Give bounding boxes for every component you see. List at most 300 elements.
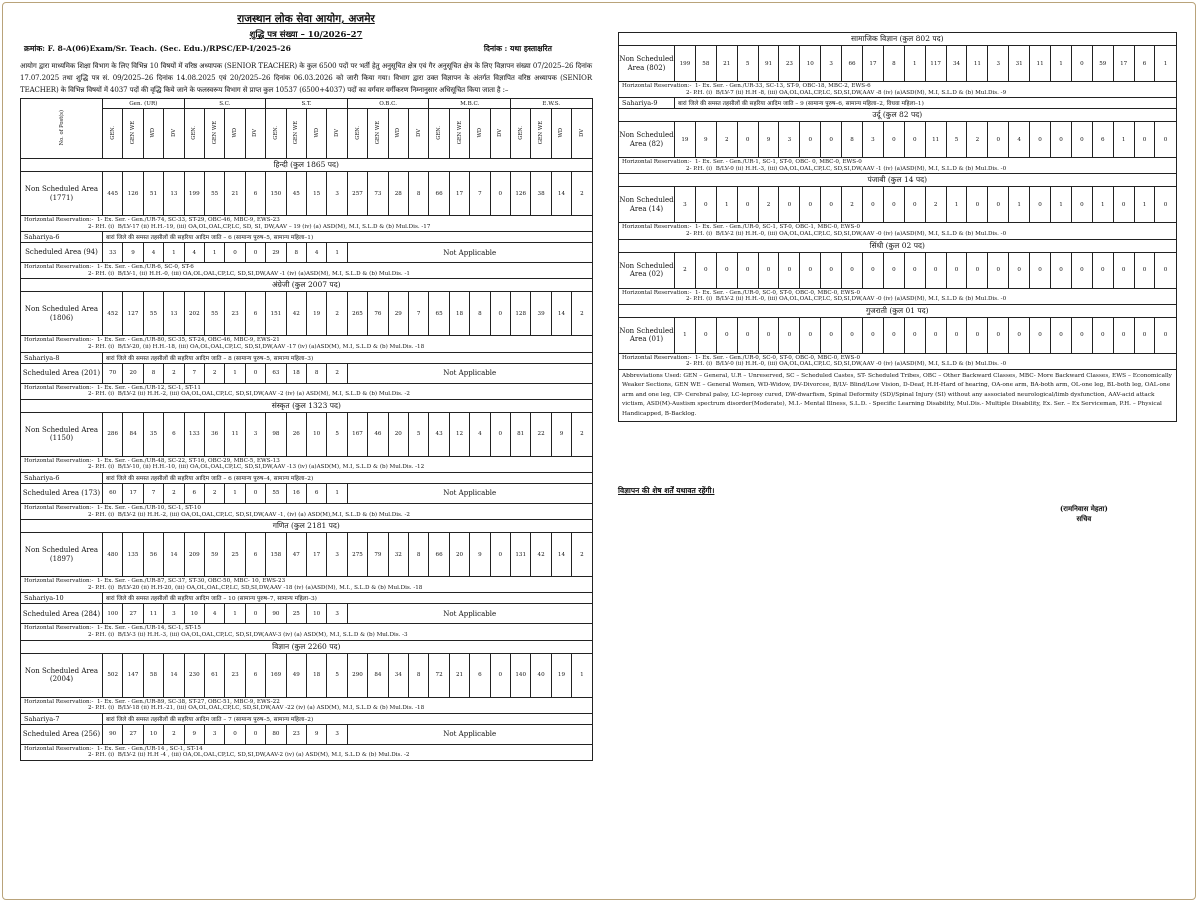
left-table-body bbox=[21, 159, 593, 761]
table-cell: 90 bbox=[103, 724, 123, 744]
table-cell: 0 bbox=[1051, 252, 1072, 288]
table-cell: 209 bbox=[184, 533, 204, 577]
table-cell: 26 bbox=[286, 412, 306, 456]
subject-title: विज्ञान (कुल 2260 पद) bbox=[21, 640, 593, 653]
table-cell: 40 bbox=[531, 653, 551, 697]
table-row bbox=[619, 317, 1177, 353]
horizontal-reservation: Horizontal Reservation:- 1- Ex. Ser. - Gen./UR-74, SC-33, ST-29, OBC-46, MBC-9, EWS-23 2- P.H. (i) B/LV-17 (ii) H.H.-19, (iii) OA,OL,OAL,CP,LC, SD, SI, DW,AAV – 19 (iv) (a) ASD(M), M.I, S.L.D & (b) Mul.Dis. -17 bbox=[21, 216, 593, 232]
table-cell: 0 bbox=[1155, 317, 1176, 353]
table-cell: 9 bbox=[123, 243, 143, 263]
area-label: Scheduled Area (256) bbox=[21, 724, 103, 744]
table-cell: 0 bbox=[245, 243, 265, 263]
sub-header-cell: GEN. bbox=[266, 109, 286, 159]
table-cell: 15 bbox=[306, 172, 326, 216]
table-cell: 42 bbox=[531, 533, 551, 577]
table-cell: 0 bbox=[863, 187, 884, 223]
table-cell: 13 bbox=[164, 172, 184, 216]
table-cell: 20 bbox=[388, 412, 408, 456]
table-cell: 2 bbox=[572, 412, 592, 456]
table-cell: 90 bbox=[266, 604, 286, 624]
table-cell: 18 bbox=[449, 292, 469, 336]
horizontal-reservation-row bbox=[21, 216, 593, 232]
table-cell: 0 bbox=[1009, 317, 1030, 353]
sahariya-label: Sahariya-6 bbox=[21, 472, 103, 483]
table-cell: 0 bbox=[821, 252, 842, 288]
table-cell: 36 bbox=[205, 412, 225, 456]
table-cell: 0 bbox=[490, 533, 510, 577]
table-cell: 2 bbox=[842, 187, 863, 223]
table-cell: 1 bbox=[205, 243, 225, 263]
table-cell: 25 bbox=[286, 604, 306, 624]
table-cell: 10 bbox=[306, 604, 326, 624]
table-cell: 17 bbox=[449, 172, 469, 216]
table-cell: 34 bbox=[946, 46, 967, 82]
table-cell: 19 bbox=[551, 653, 571, 697]
table-cell: 6 bbox=[1134, 46, 1155, 82]
section-title-row bbox=[21, 159, 593, 172]
area-label: Non Scheduled Area (1897) bbox=[21, 533, 103, 577]
sub-header-row bbox=[21, 109, 593, 159]
table-row bbox=[21, 483, 593, 503]
table-cell: 158 bbox=[266, 533, 286, 577]
table-cell: 72 bbox=[429, 653, 449, 697]
table-cell: 0 bbox=[1113, 187, 1134, 223]
table-cell: 66 bbox=[429, 533, 449, 577]
sahariya-label: Sahariya-7 bbox=[21, 713, 103, 724]
table-cell: 14 bbox=[164, 533, 184, 577]
section-title-row bbox=[619, 304, 1177, 317]
left-panel bbox=[20, 8, 592, 761]
table-cell: 39 bbox=[531, 292, 551, 336]
table-cell: 1 bbox=[164, 243, 184, 263]
table-cell: 55 bbox=[266, 483, 286, 503]
subject-title: अंग्रेजी (कुल 2007 पद) bbox=[21, 279, 593, 292]
table-cell: 18 bbox=[286, 363, 306, 383]
table-cell: 2 bbox=[164, 724, 184, 744]
table-cell: 4 bbox=[205, 604, 225, 624]
table-cell: 0 bbox=[245, 604, 265, 624]
table-cell: 0 bbox=[490, 653, 510, 697]
table-cell: 0 bbox=[1071, 122, 1092, 158]
table-cell: 11 bbox=[143, 604, 163, 624]
table-cell: 17 bbox=[123, 483, 143, 503]
table-cell: 0 bbox=[988, 317, 1009, 353]
table-cell: 0 bbox=[737, 252, 758, 288]
sahariya-text: बारां जिले की समस्त तहसीलों की सहरिया आदिम जाति – 9 (सामान्य पुरुष–6, सामान्य महिला–2, विधवा महिला–1) bbox=[675, 98, 1177, 109]
table-cell: 0 bbox=[779, 187, 800, 223]
horizontal-reservation: Horizontal Reservation:- 1- Ex. Ser. - Gen./UR-80, SC-35, ST-24, OBC-46, MBC-9, EWS-21 2- P.H. (i) B/LV-20, (ii) H.H.-18, (iii) OA,OL,OAL,CP,LC, SD,SI,DW,AAV -17 (iv) (a)ASD(M), M.I, S.L.D & (b) Mul.Dis. -18 bbox=[21, 336, 593, 352]
table-cell: 0 bbox=[716, 252, 737, 288]
sahariya-row bbox=[21, 713, 593, 724]
table-cell: 8 bbox=[408, 533, 428, 577]
table-cell: 55 bbox=[143, 292, 163, 336]
horizontal-reservation: Horizontal Reservation:- 1- Ex. Ser. - Gen./UR-1, SC-1, ST-0, OBC- 0, MBC-0, EWS-0 2- P.H. (i) B/LV-0 (ii) H.H.-3, (iii) OA,OL,OAL,CP,LC, SD,SI,DW,AAV -1 (iv) (a)ASD(M), M.I, S.L.D & (b) Mul.Dis. -0 bbox=[619, 158, 1177, 174]
table-cell: 73 bbox=[368, 172, 388, 216]
sahariya-row bbox=[619, 98, 1177, 109]
table-cell: 0 bbox=[821, 122, 842, 158]
table-cell: 34 bbox=[388, 653, 408, 697]
table-cell: 2 bbox=[675, 252, 696, 288]
section-title-row bbox=[619, 109, 1177, 122]
table-cell: 0 bbox=[1113, 252, 1134, 288]
horizontal-reservation: Horizontal Reservation:- 1- Ex. Ser. - Gen./UR-12, SC-1, ST-11 2- P.H. (i) B/LV-2 (ii) H.H.-2, (iii) OA,OL,OAL,CP,LC, SD,SI,DW,AAV -2 (iv) (a) ASD(M), M.I, S.L.D & (b) Mul.Dis. -2 bbox=[21, 383, 593, 399]
table-cell: 6 bbox=[245, 653, 265, 697]
table-cell: 7 bbox=[408, 292, 428, 336]
table-cell: 47 bbox=[286, 533, 306, 577]
sahariya-text: बारां जिले की समस्त तहसीलों की सहरिया आदिम जाति – 6 (सामान्य पुरुष–4, सामान्य महिला–2) bbox=[103, 472, 593, 483]
table-row bbox=[21, 292, 593, 336]
table-cell: 12 bbox=[449, 412, 469, 456]
table-cell: 10 bbox=[143, 724, 163, 744]
table-cell: 23 bbox=[779, 46, 800, 82]
table-cell: 0 bbox=[490, 172, 510, 216]
subject-title: सिंधी (कुल 02 पद) bbox=[619, 239, 1177, 252]
sub-header-cell: GEN. bbox=[184, 109, 204, 159]
area-label: Scheduled Area (284) bbox=[21, 604, 103, 624]
table-cell: 5 bbox=[327, 653, 347, 697]
table-cell: 1 bbox=[904, 46, 925, 82]
table-cell: 0 bbox=[967, 252, 988, 288]
sub-header-cell: WD bbox=[143, 109, 163, 159]
table-cell: 0 bbox=[758, 317, 779, 353]
table-cell: 1 bbox=[946, 187, 967, 223]
section-title-row bbox=[619, 33, 1177, 46]
table-cell: 2 bbox=[164, 363, 184, 383]
horizontal-reservation-row bbox=[619, 288, 1177, 304]
table-cell: 0 bbox=[1092, 252, 1113, 288]
org-title: राजस्थान लोक सेवा आयोग, अजमेर bbox=[237, 13, 375, 25]
table-cell: 31 bbox=[1009, 46, 1030, 82]
section-title-row bbox=[21, 640, 593, 653]
table-cell: 35 bbox=[143, 412, 163, 456]
table-cell: 8 bbox=[883, 46, 904, 82]
table-cell: 61 bbox=[205, 653, 225, 697]
not-applicable: Not Applicable bbox=[347, 363, 592, 383]
table-cell: 0 bbox=[245, 363, 265, 383]
table-cell: 8 bbox=[143, 363, 163, 383]
section-title-row bbox=[21, 520, 593, 533]
table-cell: 19 bbox=[675, 122, 696, 158]
table-cell: 1 bbox=[225, 363, 245, 383]
left-vacancy-table bbox=[20, 98, 593, 761]
horizontal-reservation-row bbox=[21, 577, 593, 593]
table-cell: 0 bbox=[1030, 252, 1051, 288]
sub-header-cell: WD bbox=[388, 109, 408, 159]
table-cell: 9 bbox=[470, 533, 490, 577]
table-cell: 502 bbox=[103, 653, 123, 697]
sahariya-row bbox=[21, 232, 593, 243]
table-cell: 23 bbox=[225, 653, 245, 697]
table-cell: 29 bbox=[266, 243, 286, 263]
notice-number: शुद्धि पत्र संख्या – 10/2026–27 bbox=[249, 30, 363, 40]
table-cell: 1 bbox=[1113, 122, 1134, 158]
table-cell: 0 bbox=[737, 187, 758, 223]
table-cell: 9 bbox=[184, 724, 204, 744]
table-cell: 3 bbox=[327, 172, 347, 216]
table-cell: 9 bbox=[695, 122, 716, 158]
area-label: Non Scheduled Area (02) bbox=[619, 252, 675, 288]
sub-header-cell: WD bbox=[470, 109, 490, 159]
horizontal-reservation: Horizontal Reservation:- 1- Ex. Ser. - Gen./UR-14, SC-1, ST-15 2- P.H. (i) B/LV-3 (ii) H.H.-3, (iii) OA,OL,OAL,CP,LC, SD,SI,DW,AAV-3 (iv) (a) ASD(M), M.I, S.L.D & (b) Mul.Dis. -3 bbox=[21, 624, 593, 640]
table-cell: 9 bbox=[758, 122, 779, 158]
sub-header-cell: GEN. bbox=[103, 109, 123, 159]
sahariya-text: बारां जिले की समस्त तहसीलों की सहरिया आदिम जाति – 6 (सामान्य पुरुष–5, सामान्य महिला–1) bbox=[103, 232, 593, 243]
table-row bbox=[21, 172, 593, 216]
table-cell: 2 bbox=[572, 292, 592, 336]
table-row bbox=[21, 243, 593, 263]
table-cell: 1 bbox=[1051, 187, 1072, 223]
subject-title: गुजराती (कुल 01 पद) bbox=[619, 304, 1177, 317]
abbreviations-note: Abbreviations Used: GEN – General, U.R – Unreserved, SC – Scheduled Castes, ST- Scheduled Tribes, OBC – Other Backward Classes, MBC- More Backward Classes, EWS – Economically Weaker Sections, GEN WE – General Women, WD-Widow, DV-Divorcee, B/LV- Blind/Low Vision, D-Deaf, H.H-Hard of hearing, OA-one arm, BA-both arm, OL-one leg, BL-both leg, OAL-one arm and one leg, CP- Cerebral palsy, LC-leprosy cured, DW-dwarfism, Spinal Deformity (SD)/Spinal Injury (SI) without any associated neurological/limb dysfunction, AAV-acid attack victism, ASD(M)-Austism spectrum disorder(Moderate), M.I.- Mental Illness, S.L.D. - Specific Learning Disability, Mul.Dis.- Multiple Disability, Ex. Ser. – Ex Serviceman, P.H. – Physical Handicapped, B-Backlog. bbox=[619, 369, 1177, 422]
not-applicable: Not Applicable bbox=[347, 243, 592, 263]
table-cell: 140 bbox=[511, 653, 531, 697]
table-cell: 2 bbox=[205, 363, 225, 383]
sub-header-cell: WD bbox=[225, 109, 245, 159]
table-cell: 0 bbox=[883, 187, 904, 223]
table-cell: 3 bbox=[821, 46, 842, 82]
table-cell: 27 bbox=[123, 724, 143, 744]
table-cell: 58 bbox=[143, 653, 163, 697]
area-label: Non Scheduled Area (1150) bbox=[21, 412, 103, 456]
horizontal-reservation: Horizontal Reservation:- 1- Ex. Ser. - Gen./UR-6, SC-0, ST-6 2- P.H. (i) B/LV-1, (ii) H.H.-0, (iii) OA,OL,OAL,CP,LC, SD,SI,DW,AAV -1 (iv) (a)ASD(M), M.I, S.L.D & (b) Mul.Dis. -1 bbox=[21, 263, 593, 279]
table-cell: 0 bbox=[1134, 317, 1155, 353]
table-cell: 8 bbox=[286, 243, 306, 263]
table-cell: 84 bbox=[123, 412, 143, 456]
table-cell: 70 bbox=[103, 363, 123, 383]
table-cell: 0 bbox=[1030, 122, 1051, 158]
table-cell: 1 bbox=[1009, 187, 1030, 223]
sahariya-text: बारां जिले की समस्त तहसीलों की सहरिया आदिम जाति – 8 (सामान्य पुरुष–5, सामान्य महिला–3) bbox=[103, 352, 593, 363]
table-cell: 0 bbox=[925, 252, 946, 288]
table-cell: 133 bbox=[184, 412, 204, 456]
table-row bbox=[21, 363, 593, 383]
table-cell: 59 bbox=[1092, 46, 1113, 82]
table-cell: 0 bbox=[737, 122, 758, 158]
subject-title: गणित (कुल 2181 पद) bbox=[21, 520, 593, 533]
table-cell: 0 bbox=[1071, 317, 1092, 353]
table-cell: 21 bbox=[449, 653, 469, 697]
table-cell: 55 bbox=[205, 172, 225, 216]
table-cell: 65 bbox=[429, 292, 449, 336]
horizontal-reservation: Horizontal Reservation:- 1- Ex. Ser. - Gen./UR-33, SC-13, ST-9, OBC-18, MBC-2, EWS-6 2- P.H. (i) B/LV-7 (ii) H.H -8, (iii) OA,OL,OAL,CP,LC, SD,SI,DW,AAV -8 (iv) (a)ASD(M), M.I, S.L.D & (b) Mul.Dis. -9 bbox=[619, 82, 1177, 98]
area-label: Scheduled Area (173) bbox=[21, 483, 103, 503]
table-cell: 45 bbox=[286, 172, 306, 216]
sub-header-cell: DV bbox=[164, 109, 184, 159]
table-cell: 3 bbox=[164, 604, 184, 624]
remaining-conditions-note: विज्ञापन की शेष शर्तें यथावत रहेंगी। bbox=[618, 486, 715, 495]
table-cell: 6 bbox=[245, 533, 265, 577]
sub-header-cell: GEN WE bbox=[205, 109, 225, 159]
table-cell: 21 bbox=[716, 46, 737, 82]
table-cell: 6 bbox=[184, 483, 204, 503]
sub-header-cell: DV bbox=[408, 109, 428, 159]
table-cell: 0 bbox=[821, 187, 842, 223]
table-cell: 0 bbox=[1030, 187, 1051, 223]
horizontal-reservation-row bbox=[21, 624, 593, 640]
sahariya-text: बारां जिले की समस्त तहसीलों की सहरिया आदिम जाति – 7 (सामान्य पुरुष–5, सामान्य महिला–2) bbox=[103, 713, 593, 724]
table-cell: 8 bbox=[408, 653, 428, 697]
table-cell: 167 bbox=[347, 412, 367, 456]
table-cell: 0 bbox=[883, 252, 904, 288]
table-cell: 14 bbox=[164, 653, 184, 697]
table-row bbox=[21, 653, 593, 697]
sub-header-cell: GEN WE bbox=[531, 109, 551, 159]
table-cell: 135 bbox=[123, 533, 143, 577]
sahariya-label: Sahariya-9 bbox=[619, 98, 675, 109]
table-cell: 0 bbox=[800, 252, 821, 288]
right-panel bbox=[618, 30, 1176, 422]
table-cell: 1 bbox=[1155, 46, 1176, 82]
table-cell: 0 bbox=[988, 252, 1009, 288]
signatory-designation: सचिव bbox=[1076, 514, 1092, 523]
table-row bbox=[619, 122, 1177, 158]
table-cell: 0 bbox=[1134, 252, 1155, 288]
table-cell: 4 bbox=[184, 243, 204, 263]
table-cell: 3 bbox=[327, 604, 347, 624]
table-row bbox=[21, 604, 593, 624]
table-row bbox=[21, 724, 593, 744]
table-cell: 0 bbox=[779, 317, 800, 353]
table-cell: 17 bbox=[1113, 46, 1134, 82]
group-header-sc: S.C. bbox=[184, 99, 266, 109]
horizontal-reservation-row bbox=[21, 336, 593, 352]
table-cell: 0 bbox=[225, 243, 245, 263]
table-cell: 1 bbox=[716, 187, 737, 223]
table-cell: 84 bbox=[368, 653, 388, 697]
table-cell: 4 bbox=[470, 412, 490, 456]
table-cell: 33 bbox=[103, 243, 123, 263]
table-cell: 9 bbox=[551, 412, 571, 456]
table-cell: 46 bbox=[368, 412, 388, 456]
horizontal-reservation: Horizontal Reservation:- 1- Ex. Ser. - Gen./UR-89, SC-38, ST-27, OBC-51, MBC-9, EWS-22 2- P.H. (i) B/LV-18 (ii) H.H.-21, (iii) OA,OL,OAL,CP,LC, SD,SI,DW,AAV -22 (iv) (a) ASD(M), M.I, S.L.D & (b) Mul.Dis. -18 bbox=[21, 697, 593, 713]
not-applicable: Not Applicable bbox=[347, 604, 592, 624]
table-cell: 81 bbox=[511, 412, 531, 456]
section-title-row bbox=[619, 239, 1177, 252]
table-cell: 480 bbox=[103, 533, 123, 577]
table-cell: 6 bbox=[1092, 122, 1113, 158]
horizontal-reservation-row bbox=[21, 383, 593, 399]
table-cell: 286 bbox=[103, 412, 123, 456]
sahariya-label: Sahariya-10 bbox=[21, 593, 103, 604]
table-cell: 1 bbox=[1092, 187, 1113, 223]
table-cell: 1 bbox=[1051, 46, 1072, 82]
horizontal-reservation-row bbox=[619, 353, 1177, 369]
table-cell: 79 bbox=[368, 533, 388, 577]
table-cell: 0 bbox=[737, 317, 758, 353]
area-label: Non Scheduled Area (1771) bbox=[21, 172, 103, 216]
table-cell: 0 bbox=[1071, 252, 1092, 288]
table-cell: 14 bbox=[551, 533, 571, 577]
table-cell: 257 bbox=[347, 172, 367, 216]
group-header-gen: Gen. (UR) bbox=[103, 99, 185, 109]
table-cell: 0 bbox=[1134, 122, 1155, 158]
table-cell: 147 bbox=[123, 653, 143, 697]
sahariya-row bbox=[21, 593, 593, 604]
sahariya-text: बारां जिले की समस्त तहसीलों की सहरिया आदिम जाति – 10 (सामान्य पुरुष–7, सामान्य महिला–3) bbox=[103, 593, 593, 604]
table-cell: 1 bbox=[572, 653, 592, 697]
table-cell: 17 bbox=[306, 533, 326, 577]
table-cell: 0 bbox=[800, 187, 821, 223]
sub-header-cell: DV bbox=[327, 109, 347, 159]
table-cell: 0 bbox=[695, 187, 716, 223]
area-label: Non Scheduled Area (14) bbox=[619, 187, 675, 223]
table-cell: 7 bbox=[184, 363, 204, 383]
table-cell: 5 bbox=[327, 412, 347, 456]
table-cell: 0 bbox=[800, 317, 821, 353]
sub-header-cell: GEN WE bbox=[368, 109, 388, 159]
table-cell: 0 bbox=[1071, 187, 1092, 223]
sub-header-cell: GEN WE bbox=[286, 109, 306, 159]
horizontal-reservation-row bbox=[619, 223, 1177, 239]
table-cell: 0 bbox=[1009, 252, 1030, 288]
signatory-name: (रामनिवास मेहता) bbox=[1060, 504, 1108, 513]
table-cell: 38 bbox=[531, 172, 551, 216]
table-cell: 0 bbox=[779, 252, 800, 288]
table-cell: 58 bbox=[695, 46, 716, 82]
area-label: Non Scheduled Area (2004) bbox=[21, 653, 103, 697]
table-cell: 1 bbox=[1134, 187, 1155, 223]
table-cell: 2 bbox=[925, 187, 946, 223]
right-table-body bbox=[619, 33, 1177, 370]
table-cell: 0 bbox=[1051, 122, 1072, 158]
sub-header-cell: GEN WE bbox=[449, 109, 469, 159]
sahariya-row bbox=[21, 472, 593, 483]
table-cell: 8 bbox=[842, 122, 863, 158]
table-cell: 6 bbox=[470, 653, 490, 697]
sub-header-cell: GEN. bbox=[429, 109, 449, 159]
table-cell: 23 bbox=[225, 292, 245, 336]
table-cell: 3 bbox=[327, 533, 347, 577]
reference-line bbox=[20, 44, 592, 54]
subject-title: संस्कृत (कुल 1323 पद) bbox=[21, 399, 593, 412]
table-cell: 2 bbox=[205, 483, 225, 503]
table-cell: 117 bbox=[925, 46, 946, 82]
sahariya-label: Sahariya-6 bbox=[21, 232, 103, 243]
table-cell: 23 bbox=[286, 724, 306, 744]
area-label: Non Scheduled Area (802) bbox=[619, 46, 675, 82]
table-cell: 0 bbox=[883, 317, 904, 353]
table-cell: 63 bbox=[266, 363, 286, 383]
section-title-row bbox=[619, 174, 1177, 187]
table-cell: 0 bbox=[1155, 187, 1176, 223]
table-cell: 0 bbox=[695, 252, 716, 288]
table-cell: 0 bbox=[1155, 122, 1176, 158]
horizontal-reservation: Horizontal Reservation:- 1- Ex. Ser. - Gen./UR-87, SC-37, ST-30, OBC-50, MBC- 10, EWS-23 2- P.H. (i) B/LV-20 (ii) H.H-20, (iii) OA,OL,OAL,CP,LC, SD,SI,DW,AAV -18 (iv) (a)ASD(M), M.I., S.L.D & (b) Mul.Dis. -18 bbox=[21, 577, 593, 593]
table-cell: 10 bbox=[306, 412, 326, 456]
table-cell: 51 bbox=[143, 172, 163, 216]
table-cell: 0 bbox=[967, 187, 988, 223]
table-cell: 1 bbox=[675, 317, 696, 353]
horizontal-reservation: Horizontal Reservation:- 1- Ex. Ser. - Gen./UR-0, SC-1, ST-0, OBC-1, MBC-0, EWS-0 2- P.H. (i) B/LV-2 (ii) H.H.-0, (iii) OA,OL,OAL,CP,LC, SD,SI,DW,AAV -0 (iv) (a)ASD(M), M.I, S.L.D & (b) Mul.Dis. -0 bbox=[619, 223, 1177, 239]
table-cell: 0 bbox=[883, 122, 904, 158]
table-cell: 55 bbox=[205, 292, 225, 336]
table-cell: 0 bbox=[716, 317, 737, 353]
table-cell: 150 bbox=[266, 172, 286, 216]
table-cell: 0 bbox=[245, 483, 265, 503]
table-cell: 8 bbox=[306, 363, 326, 383]
table-cell: 100 bbox=[103, 604, 123, 624]
sub-header-cell: DV bbox=[572, 109, 592, 159]
table-cell: 0 bbox=[245, 724, 265, 744]
horizontal-reservation-row bbox=[21, 456, 593, 472]
horizontal-reservation-row bbox=[21, 263, 593, 279]
table-cell: 18 bbox=[306, 653, 326, 697]
table-cell: 290 bbox=[347, 653, 367, 697]
table-cell: 3 bbox=[863, 122, 884, 158]
table-cell: 5 bbox=[408, 412, 428, 456]
horizontal-reservation: Horizontal Reservation:- 1- Ex. Ser. - Gen./UR-10, SC-1, ST-10 2- P.H. (i) B/LV-2 (ii) H.H.-2, (iii) OA,OL,OAL,CP,LC, SD,SI,DW,AAV -1, (iv) (a) ASD(M),M.I, S.L.D & (b) Mul.Dis. -2 bbox=[21, 503, 593, 519]
table-row bbox=[619, 187, 1177, 223]
